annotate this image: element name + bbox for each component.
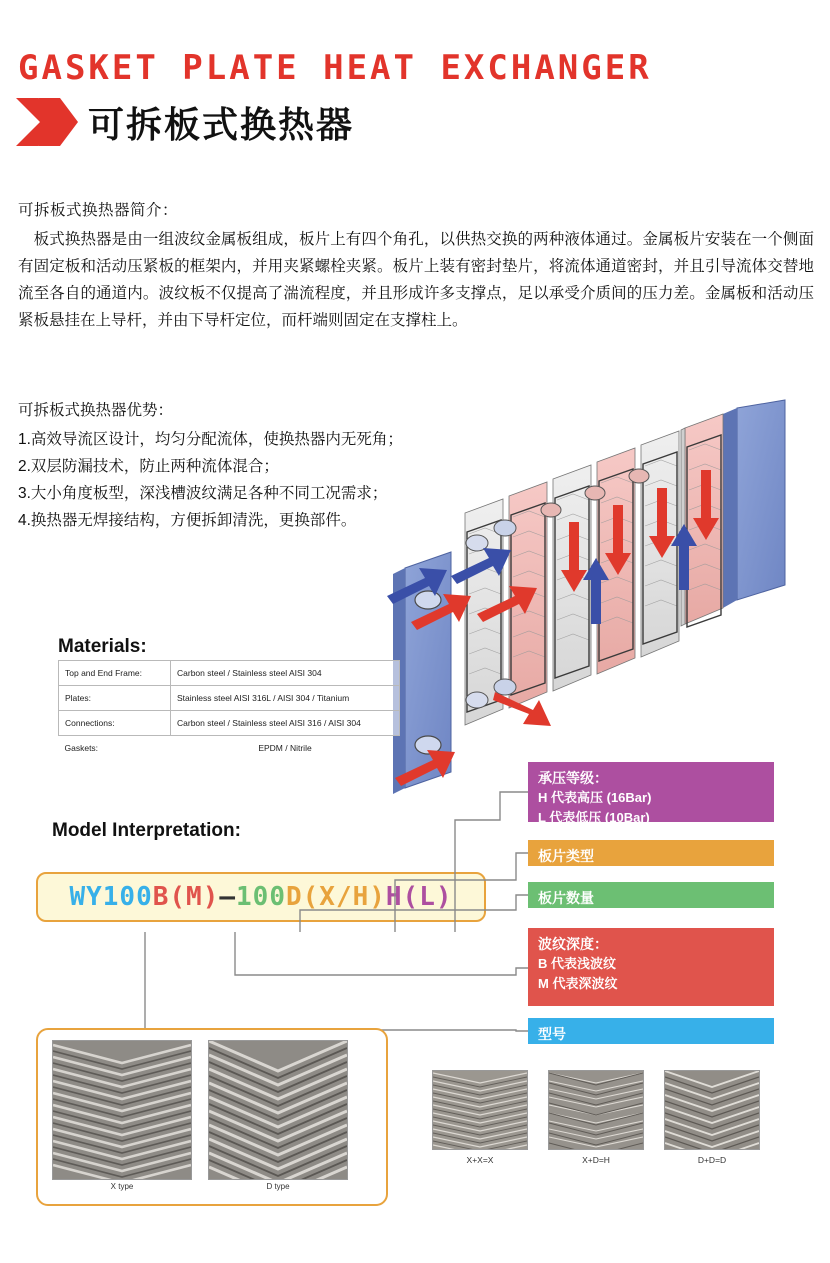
photo-caption: D type <box>266 1182 290 1191</box>
materials-heading: Materials: <box>58 636 147 657</box>
legend-line: B 代表浅波纹 <box>538 956 617 971</box>
list-item: 4.换热器无焊接结构，方便拆卸清洗，更换部件。 <box>18 512 357 529</box>
materials-key: Connections: <box>59 711 171 736</box>
plate-photo-d-type <box>208 1040 348 1180</box>
list-item: 3.大小角度板型，深浅槽波纹满足各种不同工况需求； <box>18 485 388 502</box>
plate-photo-panel <box>36 1028 388 1206</box>
materials-key: Top and End Frame: <box>59 661 171 686</box>
legend-line: M 代表深波纹 <box>538 976 618 991</box>
table-row <box>59 661 400 686</box>
combination-photo-xx <box>432 1070 528 1150</box>
combination-caption: X+D=H <box>582 1155 610 1165</box>
combination-caption: D+D=D <box>697 1155 727 1165</box>
legend-model-number <box>528 1018 774 1044</box>
model-code-part: WY100 <box>69 882 153 912</box>
plate-photo-x-type <box>52 1040 192 1180</box>
combination-photo-xd <box>548 1070 644 1150</box>
model-interpretation-heading: Model Interpretation: <box>52 820 241 841</box>
photo-caption: X type <box>110 1182 134 1191</box>
legend-title: 型号 <box>538 1026 566 1042</box>
page-header <box>0 0 830 170</box>
page-title-cn: 可拆板式换热器 <box>88 104 355 145</box>
materials-value: EPDM / Nitrile <box>258 743 312 754</box>
legend-title: 板片数量 <box>538 890 594 906</box>
combination-photo-dd <box>664 1070 760 1150</box>
model-code-part: – <box>219 882 237 912</box>
list-item: 2.双层防漏技术，防止两种流体混合； <box>18 458 279 475</box>
legend-plate-count <box>528 882 774 908</box>
model-code-part: B(M) <box>152 882 220 912</box>
legend-pressure-rating <box>528 762 774 825</box>
table-row <box>59 711 400 736</box>
legend-title: 板片类型 <box>538 848 594 864</box>
legend-line: L 代表低压 (10Bar) <box>538 810 650 825</box>
list-item: 1.高效导流区设计，均匀分配流体，使换热器内无死角； <box>18 431 403 448</box>
materials-key: Plates: <box>59 686 171 711</box>
heat-exchanger-diagram <box>385 400 825 820</box>
materials-key: Gaskets: <box>64 743 99 754</box>
legend-plate-type <box>528 840 774 866</box>
materials-value: Stainless steel AISI 316L / AISI 304 / Titanium <box>171 686 400 711</box>
materials-value: Carbon steel / Stainless steel AISI 316 / AISI 304 <box>171 711 400 736</box>
model-code-part: H(L) <box>385 882 453 912</box>
page-title-en: GASKET PLATE HEAT EXCHANGER <box>18 48 652 88</box>
legend-title: 承压等级： <box>538 770 608 786</box>
model-code-part: D(X/H) <box>285 882 386 912</box>
table-row <box>59 736 400 761</box>
intro-heading: 可拆板式换热器简介： <box>18 202 179 219</box>
advantages-heading: 可拆板式换热器优势： <box>18 402 174 419</box>
chevron-right-icon <box>16 96 78 148</box>
table-row <box>59 686 400 711</box>
legend-corrugation-depth <box>528 928 774 1006</box>
intro-body: 板式换热器是由一组波纹金属板组成，板片上有四个角孔，以供热交换的两种液体通过。金属板片安装在一个侧面有固定板和活动压紧板的框架内，并用夹紧螺栓夹紧。板片上装有密封垫片，将流体通道密封，并且引导流体交替地流至各自的通道内。波纹板不仅提高了湍流程度，并且形成许多支撑点，足以承受介质间的压力差。金属板和活动压紧板悬挂在上导杆，并由下导杆定位，而杆端则固定在支撑柱上。 <box>18 231 814 329</box>
legend-title: 波纹深度： <box>538 936 608 952</box>
legend-line: H 代表高压 (16Bar) <box>538 790 652 805</box>
materials-value: Carbon steel / Stainless steel AISI 304 <box>171 661 400 686</box>
combination-caption: X+X=X <box>466 1155 494 1165</box>
model-code-part: 100 <box>236 882 286 912</box>
materials-table <box>58 660 400 761</box>
